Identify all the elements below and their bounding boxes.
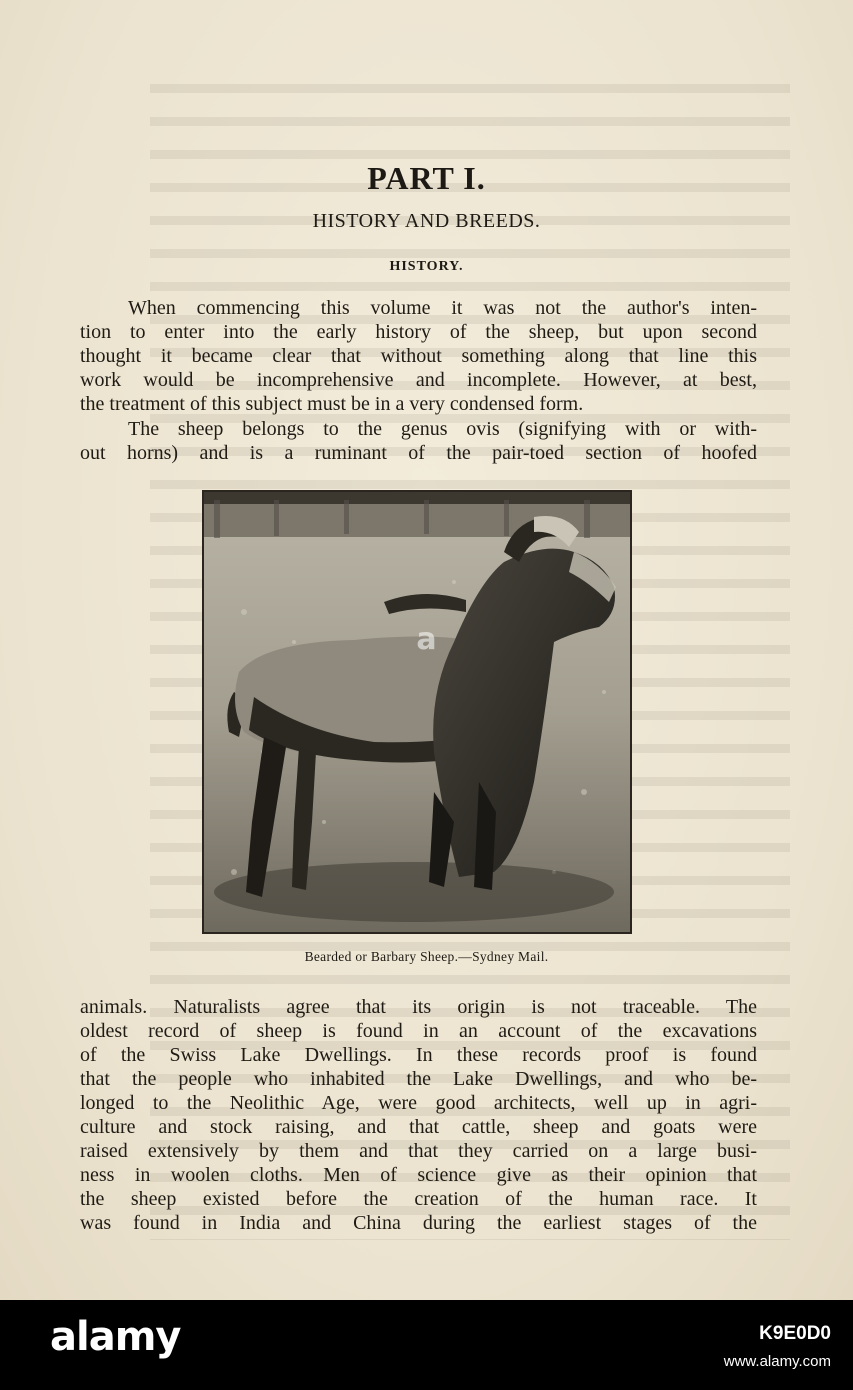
paragraph-intro — [80, 296, 757, 416]
site-url[interactable]: www.alamy.com — [723, 1353, 831, 1370]
paragraph-origin — [80, 995, 757, 1235]
text-line: the sheep existed before the creation of the human race. It — [80, 1188, 757, 1210]
sheep-photograph — [202, 490, 632, 934]
text-line: animals. Naturalists agree that its origin is not traceable. The — [80, 996, 757, 1018]
section-title: HISTORY. — [389, 259, 464, 274]
part-title: PART I. — [367, 160, 486, 196]
text-line: oldest record of sheep is found in an account of the excavations — [80, 1020, 757, 1042]
barbary-sheep-illustration — [204, 492, 630, 932]
text-line: work would be incomprehensive and incomplete. However, at best, — [80, 369, 757, 391]
text-line: out horns) and is a ruminant of the pair-toed section of hoofed — [80, 442, 757, 464]
text-line: of the Swiss Lake Dwellings. In these records proof is found — [80, 1044, 757, 1066]
text-line: culture and stock raising, and that cattle, sheep and goats were — [80, 1116, 757, 1138]
alamy-watermark: a — [416, 622, 437, 657]
text-line: The sheep belongs to the genus ovis (signifying with or with- — [128, 418, 757, 440]
text-line: tion to enter into the early history of the sheep, but upon second — [80, 321, 757, 343]
text-line: that the people who inhabited the Lake Dwellings, and who be- — [80, 1068, 757, 1090]
figure-caption: Bearded or Barbary Sheep.—Sydney Mail. — [304, 949, 549, 964]
text-line: raised extensively by them and that they carried on a large busi- — [80, 1140, 757, 1162]
chapter-subtitle: HISTORY AND BREEDS. — [312, 210, 541, 232]
text-line: When commencing this volume it was not the author's inten- — [128, 297, 757, 319]
alamy-logo[interactable]: alamy — [50, 1314, 181, 1360]
paragraph-genus — [80, 417, 757, 465]
text-line: thought it became clear that without something along that line this — [80, 345, 757, 367]
text-line: was found in India and China during the earliest stages of the — [80, 1212, 757, 1234]
text-line: the treatment of this subject must be in a very condensed form. — [80, 393, 584, 415]
text-line: longed to the Neolithic Age, were good architects, well up in agri- — [80, 1092, 757, 1114]
text-line: ness in woolen cloths. Men of science give as their opinion that — [80, 1164, 757, 1186]
image-id: K9E0D0 — [759, 1323, 831, 1344]
stock-footer-bar — [0, 1300, 853, 1390]
stock-info — [724, 1320, 831, 1376]
